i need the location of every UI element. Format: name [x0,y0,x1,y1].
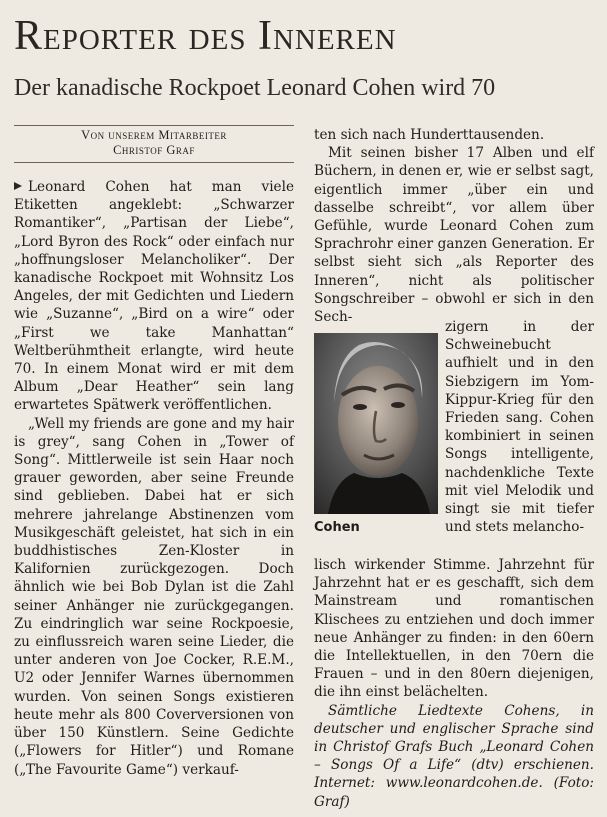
byline-line1: Von unserem Mitarbeiter [81,128,227,142]
byline [14,128,294,158]
article-right-bottom [314,556,594,811]
photo-caption: Cohen [314,520,360,535]
book-credit-note: Sämtliche Liedtexte Cohens, in deutscher und englischer Sprache sind in Christof Grafs Buch „Leonard Cohen – Songs Of a Life“ (dtv) erschienen. Internet: www.leonardcohen.de. (Foto: Graf) [314,702,594,810]
article-right-column [314,126,594,326]
portrait-image [314,333,438,514]
article-text-beside-photo [445,318,594,536]
lead-paragraph-text: Leonard Cohen hat man viele Etiketten angeklebt: „Schwarzer Romantiker“, „Partisan der Liebe“, „Lord Byron des Rock“ oder einfach nur „hoffnungsloser Melancholiker“. Der kanadische Rockpoet mit Wohnsitz Los Angeles, der mit Gedichten und Liedern wie „Suzanne“, „Bird on a wire“ oder „First we take Manhattan“ Weltberühmtheit erlangte, wird heute 70. In einem Monat wird er mit dem Album „Dear Heather“ sein lang erwartetes Spätwerk veröffentlichen. [14,179,294,414]
paragraph: Mit seinen bisher 17 Alben und elf Büchern, in denen er, wie er selbst sagt, eigentlich immer „über ein und dasselbe schreibt“, vor allem über Gefühle, wurde Leonard Cohen zum Sprachrohr einer ganzen Generation. Er selbst sieht sich „als Reporter des Inneren“, nicht als politischer Songschreiber – obwohl er sich in den Sech- [314,145,594,326]
paragraph-continuation: zigern in der Schweinebucht aufhielt und in den Siebzigern im Yom-Kippur-Krieg für den Frieden sang. Cohen kombiniert in seinen Songs intelligente, nachdenkliche Texte mit viel Melodik und singt sie mit tiefer und stets melancho- [445,319,594,536]
byline-line2: Christof Graf [113,143,195,157]
headline: Reporter des Inneren [14,13,397,59]
byline-rule-top [14,125,294,126]
paragraph-continuation: ten sich nach Hunderttausenden. [314,127,545,143]
lead-paragraph [14,178,294,415]
paragraph: „Well my friends are gone and my hair is grey“, sang Cohen in „Tower of Song“. Mittlerweile ist sein Haar noch grauer geworden, aber seine Freunde sind geblieben. Dabei hat er sich mehrere jahrelange Abstinenzen vom Musikgeschäft geleistet, hat sich in ein buddhistisches Zen-Kloster in Kalifornien zurückgezogen. Doch ähnlich wie bei Bob Dylan ist die Zahl seiner Anhänger nie zurückgegangen. Zu eindringlich war seine Rockpoesie, zu einflussreich waren seine Lieder, die unter anderen von Joe Cocker, R.E.M., U2 oder Jennifer Warnes übernommen wurden. Von seinen Songs existieren heute mehr als 800 Coverversionen von über 150 Künstlern. Seine Gedichte („Flowers for Hitler“) und Romane („The Favourite Game“) verkauf- [14,415,294,778]
subheadline: Der kanadische Rockpoet Leonard Cohen wird 70 [14,75,496,101]
cohen-portrait-photo [314,333,438,514]
paragraph-continuation: lisch wirkender Stimme. Jahrzehnt für Jahrzehnt hat er es geschafft, sich dem Mainstream und romantischen Klischees zu entziehen und doch immer neue Anhänger zu finden: in den 60ern die Intellektuellen, in den 70ern die Frauen – und in den 80ern diejenigen, die ihn einst belächelten. [314,557,594,701]
byline-rule-bottom [14,162,294,163]
lead-arrow-icon [14,182,22,190]
article-left-column [14,178,294,779]
